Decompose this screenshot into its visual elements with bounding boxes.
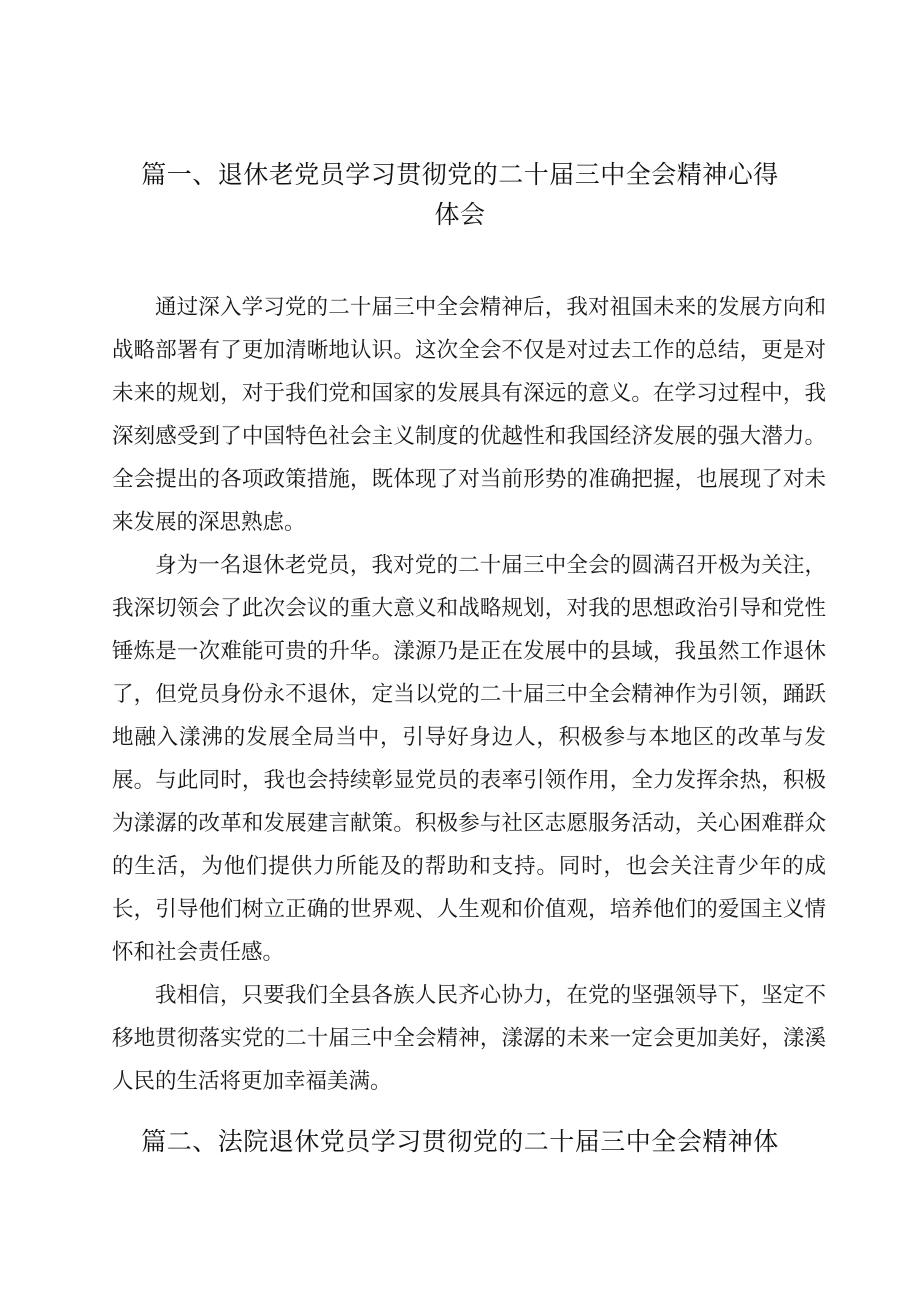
paragraph-3: 我相信，只要我们全县各族人民齐心协力，在党的坚强领导下，坚定不移地贯彻落实党的二十届三中全会精神，漾潺的未来一定会更加美好，漾溪人民的生活将更加幸福美满。 (112, 983, 826, 1094)
paragraph-1: 通过深入学习党的二十届三中全会精神后，我对祖国未来的发展方向和战略部署有了更加清晰地认识。这次全会不仅是对过去工作的总结，更是对未来的规划，对于我们党和国家的发展具有深远的意义。在学习过程中，我深刻感受到了中国特色社会主义制度的优越性和我国经济发展的强大潜力。全会提出的各项政策措施，既体现了对当前形势的准确把握，也展现了对未来发展的深思熟虑。 (112, 295, 826, 535)
paragraph-2: 身为一名退休老党员，我对党的二十届三中全会的圆满召开极为关注，我深切领会了此次会议的重大意义和战略规划，对我的思想政治引导和党性锤炼是一次难能可贵的升华。漾源乃是正在发展中的县域，我虽然工作退休了，但党员身份永不退休，定当以党的二十届三中全会精神作为引领，踊跃地融入漾沸的发展全局当中，引导好身边人，积极参与本地区的改革与发展。与此同时，我也会持续彰显党员的表率引领作用，全力发挥余热，积极为漾潺的改革和发展建言献策。积极参与社区志愿服务活动，关心困难群众的生活，为他们提供力所能及的帮助和支持。同时，也会关注青少年的成长，引导他们树立正确的世界观、人生观和价值观，培养他们的爱国主义情怀和社会责任感。 (112, 553, 826, 965)
section-1-title-line-2: 体会 (434, 200, 486, 229)
section-1-title (100, 155, 820, 235)
section-1-title-line-1: 篇一、退休老党员学习贯彻党的二十届三中全会精神心得 (141, 160, 779, 189)
section-2-title (100, 1122, 820, 1162)
section-2-title-line-1: 篇二、法院退休党员学习贯彻党的二十届三中全会精神体 (141, 1127, 779, 1156)
section-1-body (112, 286, 826, 1103)
